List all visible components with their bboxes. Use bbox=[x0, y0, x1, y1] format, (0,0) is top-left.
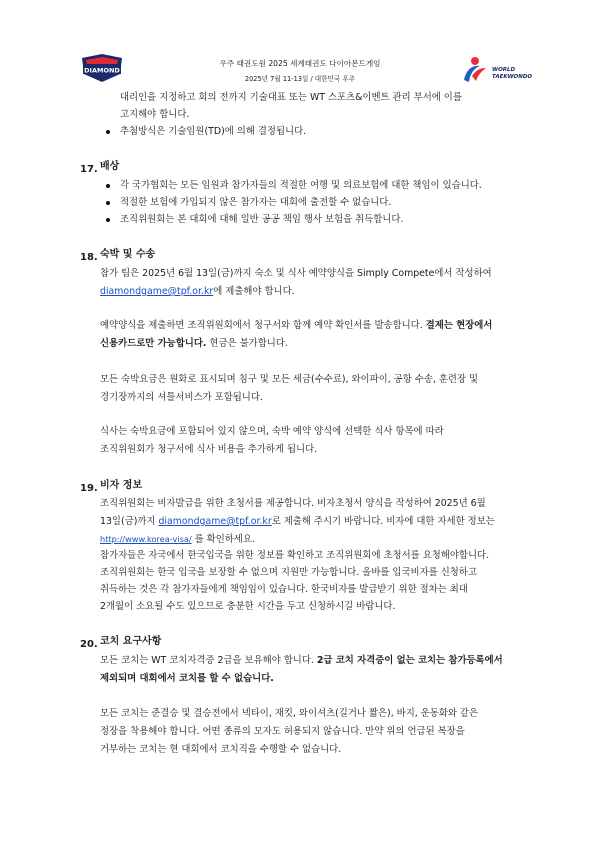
email-link[interactable]: diamondgame@tpf.or.kr bbox=[100, 286, 214, 297]
section-19-line2-a: 13일(금)까지 bbox=[100, 516, 159, 527]
section-19-line2-b: 로 제출해 주시기 바랍니다. 비자에 대한 자세한 정보는 bbox=[271, 516, 495, 527]
section-18-p2-line1-bold: 결제는 현장에서 bbox=[425, 320, 493, 331]
section-20-p1-line1-bold: 2급 코치 자격증이 없는 코치는 참가등록에서 bbox=[316, 655, 503, 666]
section-20-number: 20. bbox=[80, 639, 98, 650]
section-20-p1-line1-a: 모든 코치는 WT 코치자격증 2급을 보유해야 합니다. bbox=[100, 655, 317, 666]
bullet-dot bbox=[106, 184, 110, 188]
section-17-bullet-3: 조직위원회는 본 대회에 대해 일반 공공 책임 행사 보험을 취득합니다. bbox=[120, 214, 404, 225]
intro-bullet: 추첨방식은 기술임원(TD)에 의해 결정됩니다. bbox=[120, 126, 307, 137]
section-18-p2-line1-a: 예약양식을 제출하면 조직위원회에서 청구서와 함께 예약 확인서를 발송합니다. bbox=[100, 320, 426, 331]
section-17-bullet-1: 각 국가협회는 모든 임원과 참가자들의 적절한 여행 및 의료보험에 대한 책임이 있습니다. bbox=[120, 180, 482, 191]
section-18-number: 18. bbox=[80, 252, 98, 263]
section-17-bullet-2: 적절한 보험에 가입되지 않은 참가자는 대회에 출전할 수 없습니다. bbox=[120, 197, 392, 208]
section-17-title: 배상 bbox=[100, 161, 120, 172]
section-19-number: 19. bbox=[80, 483, 98, 494]
section-19-title: 비자 정보 bbox=[100, 480, 143, 491]
section-18-p4-line2: 조직위원회가 청구서에 식사 비용을 추가하게 됩니다. bbox=[100, 444, 318, 455]
section-19-line2 bbox=[100, 516, 495, 528]
section-19-line6: 취득하는 것은 각 참가자들에게 책임임이 있습니다. 한국비자를 발급받기 위한 절차는 최대 bbox=[100, 584, 468, 595]
section-18-p2-line2-bold: 신용카드로만 가능합니다. bbox=[100, 338, 207, 349]
section-18-p1-line2-rest: 에 제출해야 합니다. bbox=[213, 286, 295, 297]
section-20-p1-line1 bbox=[100, 655, 503, 667]
logo-right-line2: TAEKWONDO bbox=[492, 74, 533, 80]
section-18-p2-line2 bbox=[100, 338, 288, 350]
section-19-line3 bbox=[100, 533, 255, 546]
logo-right-line1: WORLD bbox=[492, 67, 516, 73]
section-19-line1: 조직위원회는 비자발급을 위한 초청서를 제공합니다. 비자초청서 양식을 작성하여 2025년 6월 bbox=[100, 498, 486, 509]
section-18-p4-line1: 식사는 숙박요금에 포함되어 있지 않으며, 숙박 예약 양식에 선택한 식사 항목에 따라 bbox=[100, 426, 444, 437]
bullet-dot bbox=[106, 218, 110, 222]
section-20-p2-line3: 거부하는 코치는 현 대회에서 코치직을 수행할 수 없습니다. bbox=[100, 744, 342, 755]
section-20-p1-line2: 제외되며 대회에서 코치를 할 수 없습니다. bbox=[100, 673, 274, 684]
intro-line2: 고지해야 합니다. bbox=[120, 109, 190, 120]
section-19-line5: 조직위원회는 한국 입국을 보장할 수 없으며 지원만 가능합니다. 올바를 입국비자를 신청하고 bbox=[100, 567, 477, 578]
section-19-line3-b: 를 확인하세요. bbox=[191, 534, 255, 545]
event-date-location: 2025년 7월 11-13일 / 대한민국 우주 bbox=[244, 75, 356, 83]
diamond-games-logo bbox=[78, 52, 126, 84]
section-18-p3-line2: 경기장까지의 셔틀서비스가 포함됩니다. bbox=[100, 392, 263, 403]
section-18-p2-line1 bbox=[100, 320, 492, 332]
section-20-title: 코치 요구사항 bbox=[100, 636, 162, 647]
intro-line1: 대리인을 지정하고 회의 전까지 기술대표 또는 WT 스포츠&이벤트 관리 부서에 이를 bbox=[120, 92, 462, 103]
section-20-p2-line2: 정장을 착용해야 합니다. 어떤 종류의 모자도 허용되지 않습니다. 만약 위의 언급된 복장을 bbox=[100, 726, 465, 737]
section-18-p1-line1: 참가 팀은 2025년 6월 13일(금)까지 숙소 및 식사 예약양식을 Simply Compete에서 작성하여 bbox=[100, 268, 492, 279]
section-19-line7: 2개월이 소요될 수도 있으므로 충분한 시간을 두고 신청하시길 바랍니다. bbox=[100, 601, 396, 612]
section-19-line4: 참가자들은 자국에서 한국입국을 위한 정보를 확인하고 조직위원회에 초청서를 요청해야합니다. bbox=[100, 550, 490, 561]
logo-left-text: DIAMOND bbox=[84, 66, 120, 75]
event-title: 우주 태권도원 2025 세계태권도 다이아몬드게임 bbox=[219, 59, 381, 68]
email-link[interactable]: diamondgame@tpf.or.kr bbox=[158, 516, 272, 527]
header-text bbox=[180, 58, 420, 85]
visa-info-link[interactable]: http://www.korea-visa/ bbox=[100, 534, 192, 544]
section-20-p2-line1: 모든 코치는 준결승 및 결승전에서 넥타이, 재킷, 와이셔츠(길거나 짧은), 바지, 운동화와 같은 bbox=[100, 708, 479, 719]
world-taekwondo-logo bbox=[458, 54, 533, 86]
bullet-dot bbox=[106, 201, 110, 205]
section-18-p2-line2-b: 현금은 불가합니다. bbox=[206, 338, 288, 349]
bullet-dot bbox=[106, 130, 110, 134]
section-18-title: 숙박 및 수송 bbox=[100, 249, 156, 260]
section-18-p1-line2 bbox=[100, 286, 295, 298]
section-17-number: 17. bbox=[80, 164, 98, 175]
section-18-p3-line1: 모든 숙박요금은 원화로 표시되며 침구 및 모든 세금(수수료), 와이파이, 공항 수송, 훈련장 및 bbox=[100, 374, 479, 385]
